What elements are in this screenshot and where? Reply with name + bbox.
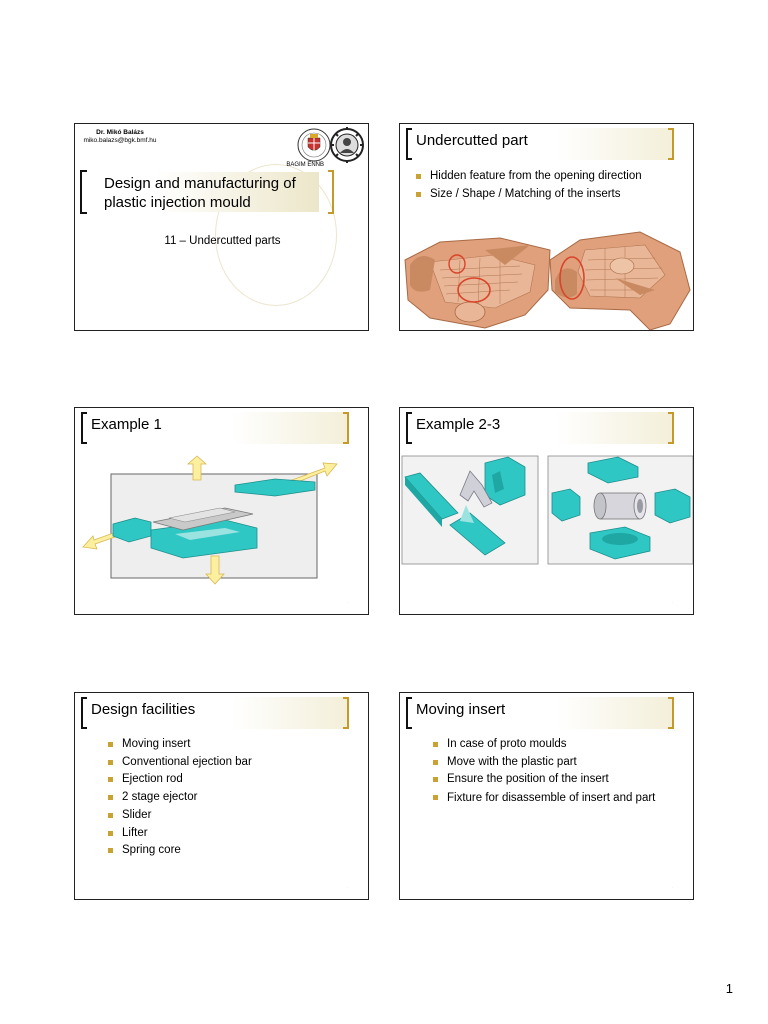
list-item: Move with the plastic part [431, 754, 671, 772]
right-bracket [668, 128, 674, 160]
slide-title [74, 123, 369, 331]
slide-number: · [347, 885, 348, 889]
slide-title-bar [81, 697, 347, 731]
slide-title-bar [406, 128, 672, 162]
slide-title: Example 2-3 [416, 416, 501, 433]
slide-number: · [347, 600, 348, 604]
slide-number: · [672, 885, 673, 889]
slide-title-bar [406, 412, 672, 446]
left-bracket [81, 412, 87, 444]
left-bracket [406, 128, 412, 160]
list-item: Ejection rod [106, 771, 252, 789]
author-block [75, 129, 165, 145]
right-bracket [343, 412, 349, 444]
list-item: Ensure the position of the insert [431, 771, 671, 789]
right-bracket [668, 697, 674, 729]
bullet-list [431, 736, 671, 806]
slide-title: Moving insert [416, 701, 506, 718]
bullet-list [106, 736, 252, 860]
list-item: Lifter [106, 825, 252, 843]
main-title-block [80, 170, 340, 214]
example-2-3-illustration [400, 455, 694, 567]
author-name: Dr. Mikó Balázs [96, 129, 144, 136]
main-title [104, 174, 296, 212]
slide-example-2-3 [399, 407, 694, 615]
slide-undercutted-part [399, 123, 694, 331]
slide-moving-insert [399, 692, 694, 900]
subtitle: 11 – Undercutted parts [164, 235, 281, 247]
slide-title: Design facilities [91, 701, 196, 718]
slide-title: Undercutted part [416, 132, 528, 149]
list-item: Fixture for disassemble of insert and part [431, 789, 671, 806]
left-bracket [406, 697, 412, 729]
part-illustration [400, 220, 694, 331]
left-bracket [80, 170, 87, 214]
bullet-list [414, 168, 642, 203]
list-item: 2 stage ejector [106, 789, 252, 807]
list-item: In case of proto moulds [431, 736, 671, 754]
slide-title: Example 1 [91, 416, 162, 433]
right-bracket [668, 412, 674, 444]
list-item: Conventional ejection bar [106, 754, 252, 772]
list-item: Hidden feature from the opening direction [414, 168, 642, 186]
page-number: 1 [725, 981, 733, 996]
left-bracket [406, 412, 412, 444]
title-line-1: Design and manufacturing of [104, 175, 296, 192]
slide-title-bar [406, 697, 672, 731]
org-label: BAGIM ENNB [286, 162, 324, 168]
title-line-2: plastic injection mould [104, 194, 251, 211]
right-bracket [328, 170, 334, 214]
author-email: miko.balazs@bgk.bmf.hu [83, 137, 157, 144]
list-item: Slider [106, 807, 252, 825]
slide-example-1 [74, 407, 369, 615]
left-bracket [81, 697, 87, 729]
slide-title-bar [81, 412, 347, 446]
slide-number: · [672, 600, 673, 604]
slide-design-facilities [74, 692, 369, 900]
university-logos [297, 127, 367, 163]
list-item: Spring core [106, 842, 252, 860]
example-1-illustration [75, 452, 369, 602]
list-item: Moving insert [106, 736, 252, 754]
right-bracket [343, 697, 349, 729]
list-item: Size / Shape / Matching of the inserts [414, 186, 642, 204]
